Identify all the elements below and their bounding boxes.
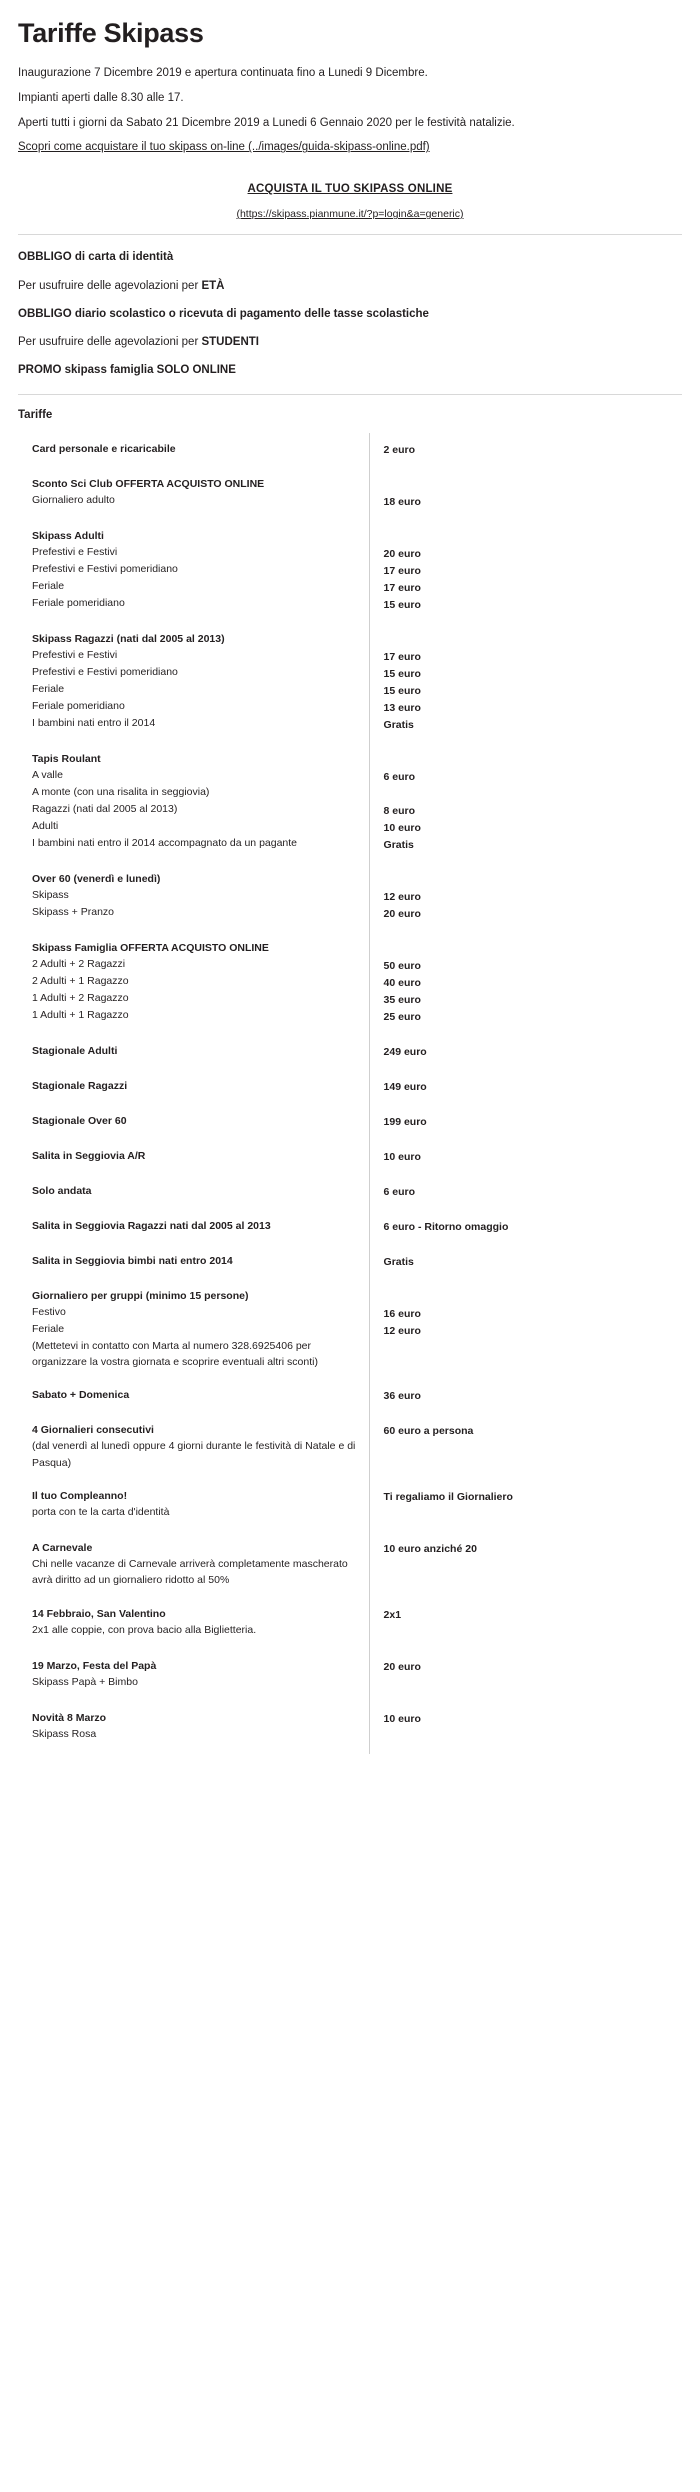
tariff-prices-cell [369,623,682,743]
tariff-group-heading: Skipass Adulti [32,529,104,542]
tariff-row-name: Prefestivi e Festivi [32,545,118,558]
tariff-prices-cell [369,1035,682,1070]
table-row [18,1650,682,1702]
tariff-row-price: Gratis [383,838,414,851]
tariff-row-note: (dal venerdì al lunedì oppure 4 giorni durante le festività di Natale e di Pasqua) [32,1440,356,1469]
tariff-group-price: 10 euro anziché 20 [383,1543,477,1555]
tariff-row-price: 25 euro [383,1010,421,1023]
tariff-names-cell [18,1532,369,1598]
tariff-group-price: 249 euro [383,1045,427,1058]
tariff-names-cell [18,1414,369,1480]
tariff-names-cell [18,1210,369,1245]
tariff-group-price: 10 euro [383,1150,421,1163]
tariff-prices-cell [369,1598,682,1650]
tariff-row-price: 18 euro [383,495,421,508]
table-row [18,520,682,623]
tariff-group-price: 199 euro [383,1115,427,1128]
tariff-row-name: Feriale pomeridiano [32,596,125,609]
tariff-row-name: Giornaliero adulto [32,493,115,506]
table-row [18,468,682,520]
buy-online-block [18,179,682,220]
tariff-group-heading: Skipass Ragazzi (nati dal 2005 al 2013) [32,632,225,645]
notice-id-card: OBBLIGO di carta di identità [18,251,174,264]
tariff-prices-cell [369,863,682,932]
tariff-row-note: (Mettetevi in contatto con Marta al numero 328.6925406 per organizzare la vostra giornata e scoprire eventuali altri sconti) [32,1339,318,1368]
tariff-prices-cell [369,1105,682,1140]
tariff-names-cell [18,932,369,1035]
notice-students-text: Per usufruire delle agevolazioni per [18,336,202,348]
tariff-group-price: 10 euro [383,1712,421,1725]
table-row [18,743,682,863]
table-row [18,1702,682,1754]
notice-age-keyword: ETÀ [201,279,225,292]
tariff-names-cell [18,623,369,743]
tariff-group-price: 2x1 [383,1608,402,1621]
table-row [18,1280,682,1380]
tariff-prices-cell [369,932,682,1035]
tariff-row-note: Skipass Papà + Bimbo [32,1675,138,1688]
tariff-group-heading: 19 Marzo, Festa del Papà [32,1659,157,1672]
tariff-row-name: Skipass [32,888,69,901]
guide-link-wrapper [18,139,682,157]
tariff-group-price: 2 euro [383,443,416,456]
tariff-row-name: Prefestivi e Festivi [32,648,118,661]
table-row [18,1379,682,1414]
tariff-names-cell [18,863,369,932]
tariff-row-price: Gratis [383,718,414,731]
tariff-prices-cell [369,1379,682,1414]
tariff-group-price: 60 euro a persona [383,1425,474,1438]
tariff-group-price: 20 euro [383,1660,421,1673]
tariff-names-cell [18,468,369,520]
table-row [18,1245,682,1280]
tariff-group-heading: Skipass Famiglia OFFERTA ACQUISTO ONLINE [32,941,269,954]
tariff-names-cell [18,1650,369,1702]
table-row [18,1532,682,1598]
tariff-names-cell [18,1105,369,1140]
tariff-names-cell [18,1598,369,1650]
tariff-prices-cell [369,743,682,863]
tariff-group-heading: 14 Febbraio, San Valentino [32,1607,166,1620]
tariff-group-price: Ti regaliamo il Giornaliero [383,1491,513,1503]
tariff-group-heading: Salita in Seggiovia Ragazzi nati dal 2005 al 2013 [32,1219,271,1232]
tariff-row-price: 15 euro [383,684,421,697]
tariff-prices-cell [369,1070,682,1105]
tariff-prices-cell [369,468,682,520]
tariff-names-cell [18,1280,369,1380]
table-row [18,1414,682,1480]
table-row [18,1140,682,1175]
tariff-prices-cell [369,433,682,468]
tariff-group-heading: Sconto Sci Club OFFERTA ACQUISTO ONLINE [32,477,265,490]
tariff-names-cell [18,433,369,468]
table-row [18,1035,682,1070]
tariff-row-price: 8 euro [383,804,416,817]
tariff-row-note: 2x1 alle coppie, con prova bacio alla Biglietteria. [32,1623,257,1636]
tariff-prices-cell [369,1210,682,1245]
intro-line-3: Aperti tutti i giorni da Sabato 21 Dicembre 2019 a Lunedi 6 Gennaio 2020 per le festività natalizie. [18,116,515,129]
tariff-row-price: 20 euro [383,907,421,920]
tariff-row-price: 17 euro [383,564,421,577]
tariff-row-name: Festivo [32,1305,66,1318]
tariff-names-cell [18,1245,369,1280]
tariff-row-name: Prefestivi e Festivi pomeridiano [32,562,178,575]
tariff-row-price: 17 euro [383,650,421,663]
tariff-row-note: Chi nelle vacanze di Carnevale arriverà completamente mascherato avrà diritto ad un giornaliero ridotto al 50% [32,1558,348,1587]
notice-school-diary: OBBLIGO diario scolastico o ricevuta di pagamento delle tasse scolastiche [18,307,429,320]
buy-skipass-url-link[interactable]: (https://skipass.pianmune.it/?p=login&a=generic) [236,208,464,221]
buy-skipass-online-link[interactable]: ACQUISTA IL TUO SKIPASS ONLINE [247,183,453,196]
tariff-group-heading: Stagionale Over 60 [32,1114,127,1127]
tariff-group-heading: Il tuo Compleanno! [32,1490,128,1502]
tariff-row-name: Feriale [32,579,65,592]
tariff-names-cell [18,1480,369,1532]
tariff-row-price: 35 euro [383,993,421,1006]
tariff-group-price: 6 euro [383,1185,416,1198]
tariff-row-name: 2 Adulti + 2 Ragazzi [32,957,126,970]
page-title: Tariffe Skipass [18,18,204,48]
tariff-row-note: Skipass Rosa [32,1727,97,1740]
tariff-names-cell [18,1702,369,1754]
tariff-row-price: 15 euro [383,598,421,611]
tariff-group-price: 6 euro - Ritorno omaggio [383,1220,509,1233]
tariff-row-name: I bambini nati entro il 2014 accompagnato da un pagante [32,836,298,849]
tariff-group-heading: Giornaliero per gruppi (minimo 15 persone) [32,1289,249,1302]
tariff-prices-cell [369,1280,682,1380]
table-row [18,1070,682,1105]
tariff-row-name: Feriale pomeridiano [32,699,125,712]
tariff-names-cell [18,520,369,623]
tariff-prices-cell [369,1480,682,1532]
tariff-group-heading: A Carnevale [32,1542,93,1554]
table-row [18,932,682,1035]
table-row [18,1598,682,1650]
tariff-group-heading: Tapis Roulant [32,752,101,765]
tariffs-table [18,433,682,1754]
tariff-row-note: porta con te la carta d'identità [32,1506,170,1519]
tariff-group-price: Gratis [383,1255,414,1268]
tariff-row-price: 13 euro [383,701,421,714]
divider-top [18,234,682,235]
tariff-row-price: 12 euro [383,890,421,903]
table-row [18,1175,682,1210]
tariffs-section-title: Tariffe [18,408,53,421]
tariff-row-name: 1 Adulti + 1 Ragazzo [32,1008,129,1021]
table-row [18,623,682,743]
tariff-prices-cell [369,1175,682,1210]
table-row [18,863,682,932]
tariff-group-heading: Solo andata [32,1184,92,1197]
tariff-row-price: 6 euro [383,770,416,783]
tariff-row-price: 17 euro [383,581,421,594]
tariff-prices-cell [369,1532,682,1598]
tariff-row-name: 2 Adulti + 1 Ragazzo [32,974,129,987]
online-guide-link[interactable]: Scopri come acquistare il tuo skipass on-line (../images/guida-skipass-online.pdf) [18,141,430,154]
tariff-prices-cell [369,1414,682,1480]
tariff-prices-cell [369,520,682,623]
tariff-names-cell [18,1035,369,1070]
tariff-prices-cell [369,1245,682,1280]
table-row [18,1210,682,1245]
tariff-prices-cell [369,1650,682,1702]
tariff-row-name: Skipass + Pranzo [32,905,115,918]
tariff-row-price: 50 euro [383,959,421,972]
tariff-group-price: 36 euro [383,1390,421,1403]
notice-age [18,278,682,295]
tariff-names-cell [18,1379,369,1414]
tariff-row-name: I bambini nati entro il 2014 [32,716,156,729]
notice-students-keyword: STUDENTI [201,336,259,348]
divider-bottom [18,394,682,395]
tariff-group-heading: Salita in Seggiovia A/R [32,1149,146,1162]
notice-age-text: Per usufruire delle agevolazioni per [18,279,202,292]
tariff-group-heading: Over 60 (venerdì e lunedì) [32,872,161,885]
tariff-names-cell [18,743,369,863]
intro-line-2: Impianti aperti dalle 8.30 alle 17. [18,91,184,104]
tariff-group-heading: Stagionale Ragazzi [32,1079,128,1092]
tariff-names-cell [18,1070,369,1105]
tariff-group-heading: Sabato + Domenica [32,1389,130,1402]
tariff-prices-cell [369,1702,682,1754]
tariff-row-price: 12 euro [383,1324,421,1337]
tariff-row-name: A valle [32,768,63,781]
tariff-row-price: 40 euro [383,976,421,989]
tariff-row-name: Ragazzi (nati dal 2005 al 2013) [32,802,178,815]
intro-line-1: Inaugurazione 7 Dicembre 2019 e apertura continuata fino a Lunedi 9 Dicembre. [18,67,428,79]
tariff-row-price: 20 euro [383,547,421,560]
table-row [18,1480,682,1532]
notice-family-promo: PROMO skipass famiglia SOLO ONLINE [18,364,236,377]
table-row [18,433,682,468]
tariff-prices-cell [369,1140,682,1175]
tariff-row-name: Feriale [32,1322,65,1335]
tariff-row-price: 16 euro [383,1307,421,1320]
tariff-names-cell [18,1175,369,1210]
buy-skipass-url-wrapper [18,208,682,220]
tariff-row-name: Feriale [32,682,65,695]
tariff-row-price: 15 euro [383,667,421,680]
notice-students [18,334,682,351]
tariff-row-name: Adulti [32,819,59,832]
tariff-group-heading: Card personale e ricaricabile [32,442,176,455]
tariff-row-price: 10 euro [383,821,421,834]
table-row [18,1105,682,1140]
tariff-group-heading: 4 Giornalieri consecutivi [32,1424,154,1437]
tariff-group-price: 149 euro [383,1080,427,1093]
tariff-group-heading: Salita in Seggiovia bimbi nati entro 2014 [32,1254,233,1267]
tariff-row-name: 1 Adulti + 2 Ragazzo [32,991,129,1004]
tariff-group-heading: Novità 8 Marzo [32,1711,107,1724]
tariff-names-cell [18,1140,369,1175]
tariff-row-name: Prefestivi e Festivi pomeridiano [32,665,178,678]
tariff-group-heading: Stagionale Adulti [32,1044,118,1057]
tariff-row-name: A monte (con una risalita in seggiovia) [32,785,210,798]
